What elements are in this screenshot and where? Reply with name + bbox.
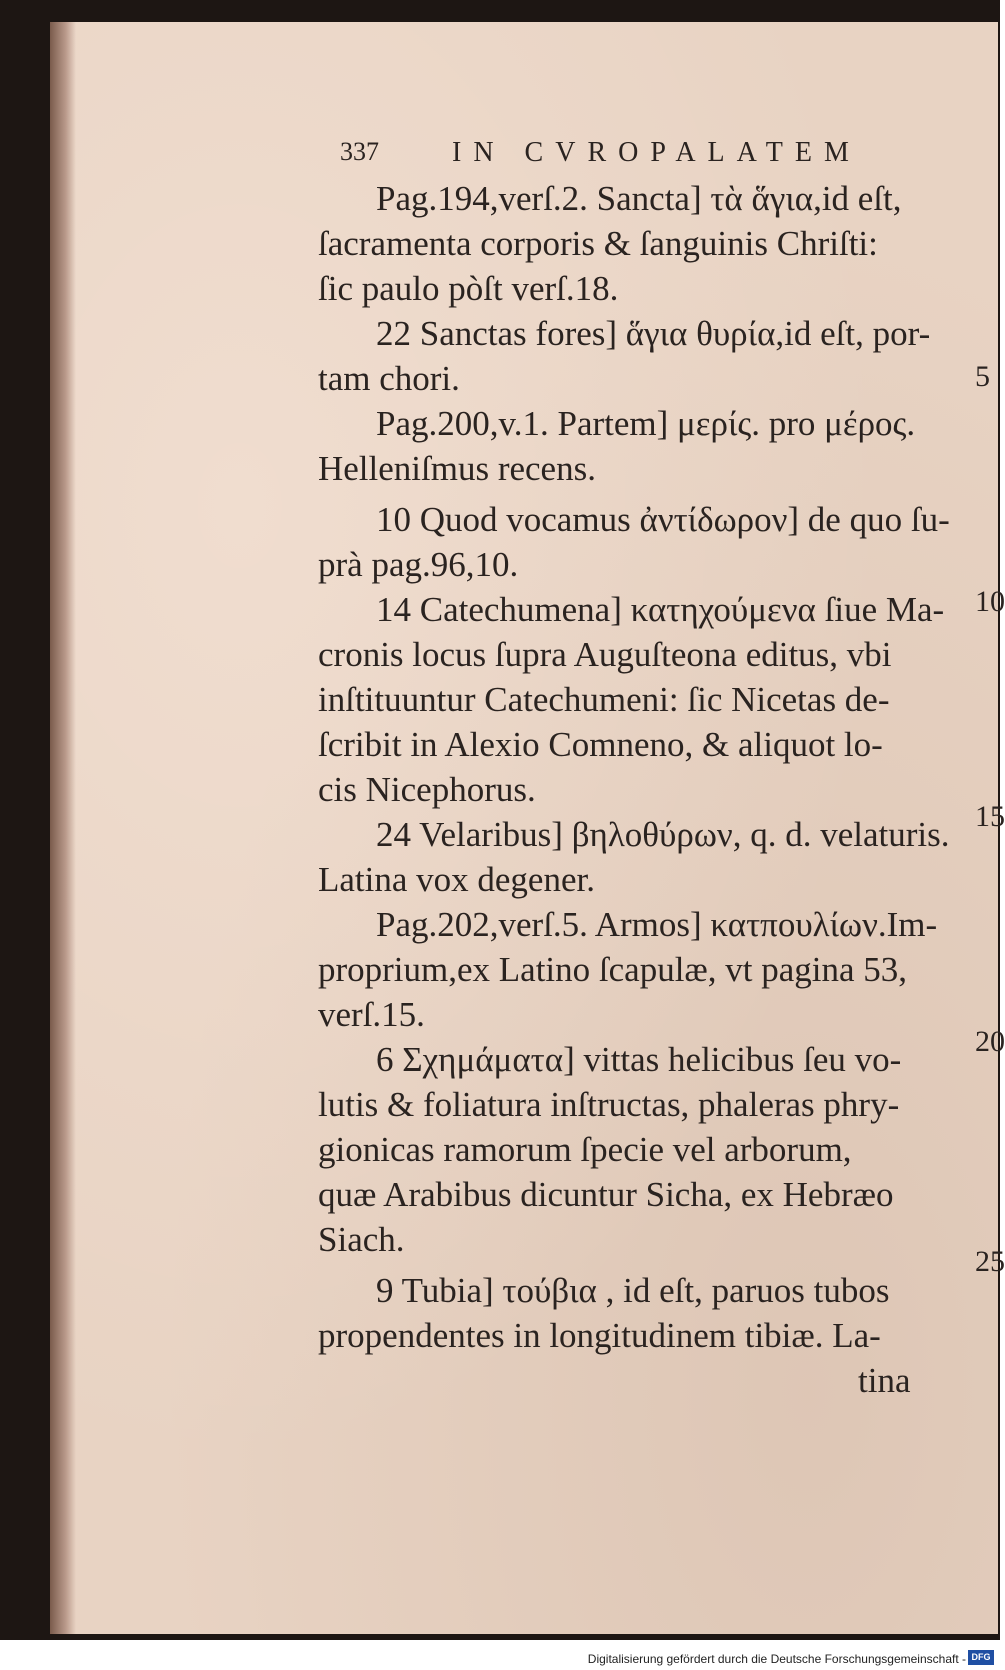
text-line: cronis locus ſupra Auguſteona editus, vbi <box>318 635 892 674</box>
margin-line-number: 20 <box>975 1025 1005 1058</box>
running-title: IN CVROPALATEM <box>452 137 861 168</box>
page-gutter <box>50 22 76 1634</box>
text-line: propendentes in longitudinem tibiæ. La- <box>318 1316 881 1355</box>
margin-line-number: 5 <box>975 360 990 393</box>
text-line: cis Nicephorus. <box>318 770 536 809</box>
text-line: ſacramenta corporis & ſanguinis Chriſti: <box>318 224 878 263</box>
text-line: Latina vox degener. <box>318 860 595 899</box>
text-line: gionicas ramorum ſpecie vel arborum, <box>318 1130 852 1169</box>
text-line: Pag.200,v.1. Partem] μερίς. pro μέρος. <box>376 404 916 443</box>
margin-line-number: 10 <box>975 585 1005 618</box>
text-line: prà pag.96,10. <box>318 545 519 584</box>
text-line: 6 Σχημάματα] vittas helicibus ſeu vo- <box>376 1040 902 1079</box>
text-line: Helleniſmus recens. <box>318 449 596 488</box>
margin-line-number: 15 <box>975 800 1005 833</box>
text-line: 22 Sanctas fores] ἅγια θυρία,id eſt, por- <box>376 314 931 353</box>
text-line: 10 Quod vocamus ἀντίδωρον] de quo ſu- <box>376 500 950 539</box>
page-header <box>340 133 900 173</box>
dfg-logo: DFG <box>968 1650 994 1665</box>
page-number: 337 <box>340 137 379 166</box>
text-line: ſcribit in Alexio Comneno, & aliquot lo- <box>318 725 883 764</box>
funding-credit: Digitalisierung gefördert durch die Deutsche Forschungsgemeinschaft - <box>587 1652 966 1666</box>
text-line: verſ.15. <box>318 995 425 1034</box>
text-line: 14 Catechumena] κατηχούμενα ſiue Ma- <box>376 590 945 629</box>
text-line: 24 Velaribus] βηλοθύρων, q. d. velaturis. <box>376 815 950 854</box>
text-line: ſic paulo pòſt verſ.18. <box>318 269 619 308</box>
text-block <box>318 176 950 1403</box>
text-line: inſtituuntur Catechumeni: ſic Nicetas de- <box>318 680 890 719</box>
text-line: quæ Arabibus dicuntur Sicha, ex Hebræo <box>318 1175 894 1214</box>
text-line: Siach. <box>318 1220 405 1259</box>
text-line: 9 Tubia] τούβια , id eſt, paruos tubos <box>376 1271 890 1310</box>
footer-bar <box>0 1646 1000 1670</box>
text-line: tam chori. <box>318 359 460 398</box>
catchword: tina <box>858 1361 911 1400</box>
text-line: lutis & foliatura inſtructas, phaleras phry- <box>318 1085 900 1124</box>
text-line: Pag.202,verſ.5. Armos] κατπουλίων.Im- <box>376 905 938 944</box>
text-line: proprium,ex Latino ſcapulæ, vt pagina 53, <box>318 950 908 989</box>
margin-line-number: 25 <box>975 1245 1005 1278</box>
text-line: Pag.194,verſ.2. Sancta] τὰ ἅγια,id eſt, <box>376 179 902 218</box>
